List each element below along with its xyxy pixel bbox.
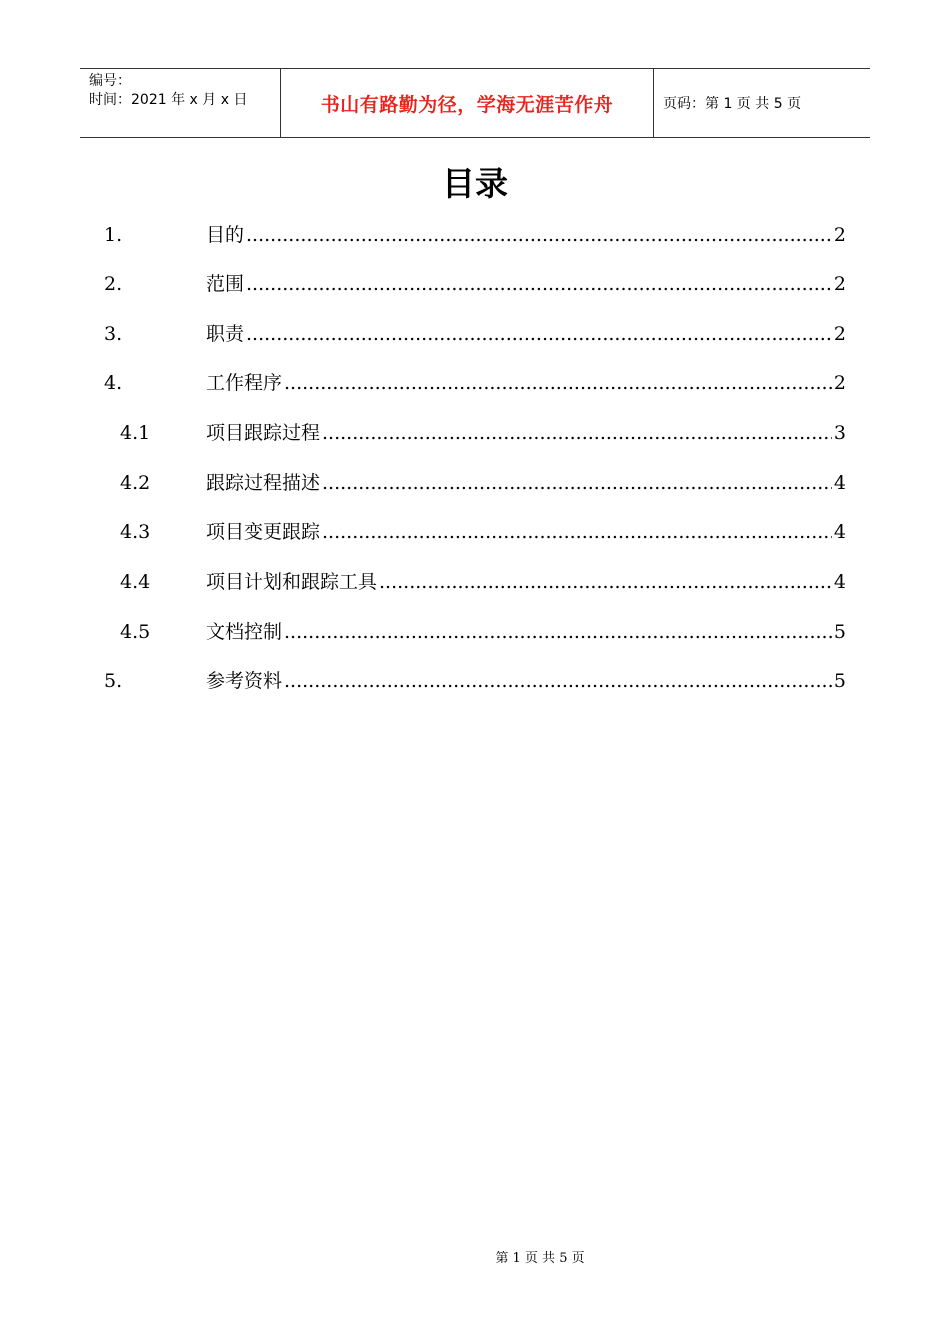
toc-entry-title: 项目跟踪过程 (206, 422, 321, 444)
toc-entry-number: 4.1 (120, 422, 151, 444)
toc-entry-title: 范围 (206, 273, 245, 295)
toc-entry[interactable] (0, 617, 950, 647)
toc-entry[interactable] (0, 269, 950, 299)
toc-entry[interactable] (0, 666, 950, 696)
toc-dot-leader (246, 269, 832, 299)
toc-entry-number: 1. (104, 224, 123, 246)
toc-dot-leader (284, 617, 832, 647)
toc-entry-title: 参考资料 (206, 670, 283, 692)
document-code-label: 编号： (89, 73, 131, 89)
toc-dot-leader (322, 418, 832, 448)
header-page-info: 页码：第 1 页 共 5 页 (663, 96, 802, 112)
toc-dot-leader (284, 368, 832, 398)
toc-entry-number: 3. (104, 323, 123, 345)
toc-entry-title: 目的 (206, 224, 245, 246)
toc-entry[interactable] (0, 368, 950, 398)
toc-entry-title: 工作程序 (206, 372, 283, 394)
toc-dot-leader (322, 468, 832, 498)
toc-entry-page: 2 (833, 323, 846, 345)
toc-entry[interactable] (0, 517, 950, 547)
toc-entry-page: 4 (833, 571, 846, 593)
toc-dot-leader (246, 220, 832, 250)
toc-dot-leader (322, 517, 832, 547)
page-header (80, 68, 870, 138)
toc-entry-page: 5 (833, 670, 846, 692)
toc-entry-number: 4.5 (120, 621, 151, 643)
toc-entry-title: 文档控制 (206, 621, 283, 643)
toc-entry[interactable] (0, 319, 950, 349)
header-page-cell (654, 69, 870, 137)
toc-dot-leader (284, 666, 832, 696)
document-time-label: 时间：2021 年 x 月 x 日 (89, 92, 248, 108)
toc-entry[interactable] (0, 220, 950, 250)
toc-entry[interactable] (0, 468, 950, 498)
toc-entry-page: 4 (833, 521, 846, 543)
toc-entry-number: 4.2 (120, 472, 151, 494)
toc-entry-title: 职责 (206, 323, 245, 345)
toc-entry-title: 项目变更跟踪 (206, 521, 321, 543)
toc-entry[interactable] (0, 567, 950, 597)
toc-title: 目录 (442, 164, 508, 203)
toc-entry-page: 5 (833, 621, 846, 643)
toc-entry-title: 项目计划和跟踪工具 (206, 571, 378, 593)
toc-entry-number: 2. (104, 273, 123, 295)
toc-dot-leader (246, 319, 832, 349)
toc-dot-leader (379, 567, 832, 597)
toc-entry-number: 4. (104, 372, 123, 394)
toc-entry-page: 4 (833, 472, 846, 494)
toc-entry-title: 跟踪过程描述 (206, 472, 321, 494)
toc-entry-number: 4.4 (120, 571, 151, 593)
header-motto: 书山有路勤为径，学海无涯苦作舟 (320, 93, 614, 116)
toc-entry-page: 2 (833, 372, 846, 394)
toc-entry[interactable] (0, 418, 950, 448)
header-motto-cell (281, 69, 654, 137)
toc-entry-number: 4.3 (120, 521, 151, 543)
toc-entry-number: 5. (104, 670, 123, 692)
toc-entry-page: 2 (833, 273, 846, 295)
header-meta-cell (80, 69, 281, 137)
toc-entry-page: 2 (833, 224, 846, 246)
toc-entry-page: 3 (833, 422, 846, 444)
page-footer: 第 1 页 共 5 页 (495, 1251, 585, 1266)
